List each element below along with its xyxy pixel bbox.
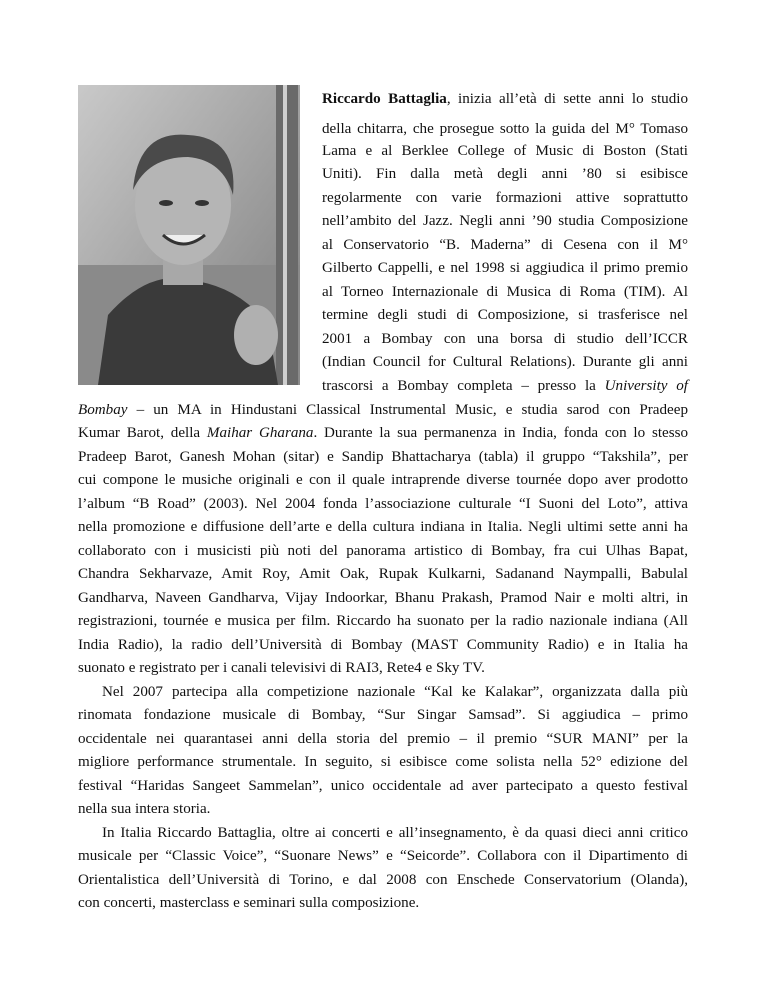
- bio-line-8: Gilberto Cappelli, e nel 1998 si aggiudica il primo premio: [322, 260, 688, 276]
- para2-line-3: occidentale nei quarantasei anni della storia del premio – il premio “SUR MANI” per la: [78, 731, 688, 747]
- bio-line-14a: Bombay: [78, 402, 128, 418]
- para3-line-1: In Italia Riccardo Battaglia, oltre ai concerti e all’insegnamento, è da quasi dieci anni critico: [102, 825, 688, 841]
- bio-line-25: suonato e registrato per i canali televisivi di RAI3, Rete4 e Sky TV.: [78, 660, 485, 676]
- bio-line-19: nella promozione e diffusione dell’arte e della cultura indiana in Italia. Negli ultimi sette anni ha: [78, 519, 688, 535]
- para2-line-2: rinomata fondazione musicale di Bombay, “Sur Singar Samsad”. Si aggiudica – primo: [78, 707, 688, 723]
- bio-line-14b: – un MA in Hindustani Classical Instrumental Music, e studia sarod con Pradeep: [127, 402, 688, 418]
- para3-line-3: Orientalistica dell’Università di Torino, e dal 2008 con Enschede Conservatorium (Olanda),: [78, 872, 688, 888]
- bio-line-15b: Maihar Gharana: [206, 425, 314, 441]
- bio-line-9: al Torneo Internazionale di Musica di Roma (TIM). Al: [322, 284, 688, 300]
- photo-icon: [78, 85, 300, 385]
- bio-line-7: al Conservatorio “B. Maderna” di Cesena con il M°: [322, 237, 688, 253]
- bio-line-4: Uniti). Fin dalla metà degli anni ’80 si esibisce: [322, 166, 688, 182]
- para2-line-1: Nel 2007 partecipa alla competizione nazionale “Kal ke Kalakar”, organizzata dalla più: [102, 684, 688, 700]
- para3-line-2: musicale per “Classic Voice”, “Suonare News” e “Seicorde”. Collabora con il Dipartimento di: [78, 848, 688, 864]
- bio-line-2: della chitarra, che prosegue sotto la guida del M° Tomaso: [322, 121, 688, 137]
- bio-line-21: Chandra Sekharvaze, Amit Roy, Amit Oak, Rupak Kulkarni, Sadanand Naympalli, Babulal: [78, 566, 688, 582]
- bio-line-10: termine degli studi di Composizione, si trasferisce nel: [322, 307, 688, 323]
- bio-line-23: registrazioni, tournée e musica per film. Riccardo ha suonato per la radio nazionale indiana (All: [78, 613, 688, 629]
- bio-name: Riccardo Battaglia: [322, 91, 447, 107]
- para2-line-5: festival “Haridas Sangeet Sammelan”, unico occidentale ad aver partecipato a questo festival: [78, 778, 688, 794]
- bio-line-13b: University of: [604, 378, 688, 394]
- bio-line-15: [78, 423, 688, 443]
- bio-line-11: 2001 a Bombay con una borsa di studio dell’ICCR: [322, 331, 688, 347]
- bio-line-1: [322, 89, 688, 109]
- bio-line-22: Gandharva, Naveen Gandharva, Vijay Indoorkar, Bhanu Prakash, Pramod Nair e molti altri, in: [78, 590, 688, 606]
- para2-line-6: nella sua intera storia.: [78, 801, 211, 817]
- bio-line-16: Pradeep Barot, Ganesh Mohan (sitar) e Sandip Bhattacharya (tabla) il gruppo “Takshila”, per: [78, 449, 688, 465]
- bio-line-3: Lama e al Berklee College of Music di Boston (Stati: [322, 143, 688, 159]
- bio-line-5: regolarmente con varie formazioni attive soprattutto: [322, 190, 688, 206]
- bio-line-6: nell’ambito del Jazz. Negli anni ’90 studia Composizione: [322, 213, 688, 229]
- bio-line-15c: . Durante la sua permanenza in India, fonda con lo stesso: [313, 425, 689, 441]
- bio-line-13a: trascorsi a Bombay completa – presso la: [322, 378, 605, 394]
- bio-line-17: cui compone le musiche originali e con il quale intraprende diverse tournée dopo aver prodotto: [78, 472, 688, 488]
- para2-line-4: migliore performance strumentale. In seguito, si esibisce come solista nella 52° edizione del: [78, 754, 688, 770]
- bio-line-12: (Indian Council for Cultural Relations). Durante gli anni: [322, 354, 688, 370]
- portrait-photo: [78, 85, 300, 385]
- bio-line-1-text: , inizia all’età di sette anni lo studio: [446, 91, 688, 107]
- bio-line-18: l’album “B Road” (2003). Nel 2004 fonda l’associazione culturale “I Suoni del Loto”, attiva: [78, 496, 688, 512]
- bio-line-24: India Radio), la radio dell’Università di Bombay (MAST Community Radio) e in Italia ha: [78, 637, 688, 653]
- bio-line-13: [322, 376, 688, 396]
- bio-line-15a: Kumar Barot, della: [78, 425, 207, 441]
- para3-line-4: con concerti, masterclass e seminari sulla composizione.: [78, 895, 420, 911]
- bio-line-20: collaborato con i musicisti più noti del panorama artistico di Bombay, fra cui Ulhas Bapat,: [78, 543, 688, 559]
- bio-line-14: [78, 400, 688, 420]
